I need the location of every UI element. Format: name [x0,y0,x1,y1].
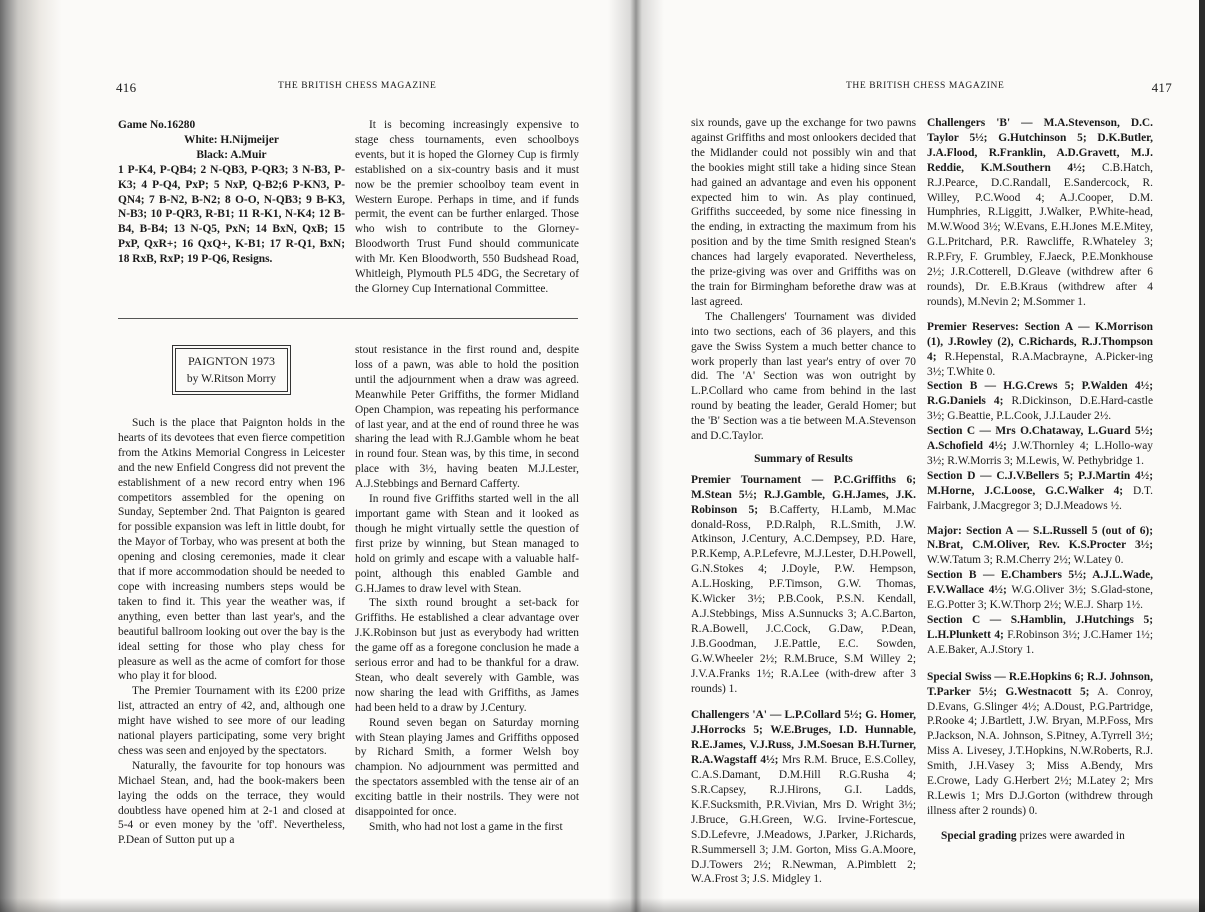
premier-reserves-c: Section C — Mrs O.Chataway, L.Guard 5½; A.Schofield 4½; J.W.Thornley 4; L.Hollo-way 3½; R.W.Morris 3; M.Lewis, W. Pethybridge 1. [927,425,1154,467]
premier-reserves-b: Section B — H.G.Crews 5; P.Walden 4½; R.G.Daniels 4; R.Dickinson, D.E.Hard-castle 3½; G.Beattie, P.L.Cook, J.J.Lauder 2½. [927,380,1153,423]
section-divider [118,318,578,319]
premier-reserves-d: Section D — C.J.V.Bellers 5; P.J.Martin 4½; M.Horne, J.C.Loose, G.C.Walker 4; D.T. Fairbank, J.Macgregor 3; D.J.Meadows ½. [927,469,1153,512]
article-byline: by W.Ritson Morry [186,373,277,385]
game-title: Game No.16280 [118,119,196,131]
page-number: 417 [1151,80,1172,95]
paragraph: six rounds, gave up the exchange for two pawns against Griffiths and most onlookers decided that the Midlander could not possibly win and that the bookies might still take a hiding since Stean had gained an advantage and even his opponent expected him to win. As play continued, Griffiths succeeded, by some nice finessing in the ending, in extracting the maximum from his position and by the time Smith resigned Stean's chances had largely evaporated. Nevertheless, the prize-giving was over and Griffiths was on the train for Birmingham beforethe draw was at last agreed. [691,117,916,308]
magazine-title: THE BRITISH CHESS MAGAZINE [846,81,1005,91]
paragraph: Naturally, the favourite for top honours was Michael Stean, and, had the book-makers been laying the odds on the terrace, they would doubtless have opened him at 2-1 and closed at 5-4 or even money by the 'off'. Nevertheless, P.Dean of Sutton put up a [118,759,345,847]
glorney-cup-paragraph [355,118,579,297]
article-column-2 [355,343,579,835]
premier-results: Premier Tournament — P.C.Griffiths 6; M.Stean 5½; R.J.Gamble, G.H.James, J.K. Robinson 5; B.Cafferty, H.Lamb, M.Mac donald-Ross, P.D.Ralph, R.L.Smith, J.W. Atkinson, J.Century, A.C.Dempsey, P.D. Hare, P.R.Kemp, A.P.Lefevre, M.J.Lester, D.H.Powell, G.N.Stokes 4; J.Doyle, P.W. Hempson, A.L.Hosking, P.F.Timson, G.W. Thomas, K.Wicker 3½; P.B.Cook, P.S.N. Kendall, A.J.Stebbings, Miss A.Sunnucks 3; A.C.Barton, R.A.Bowell, J.C.Cock, G.Daw, P.Dean, J.B.Goodman, J.E.Pattle, E.C. Sowden, G.W.Wheeler 2½; R.M.Bruce, S.M Willey 2; J.V.A.Franks 1½; R.A.Lee (with-drew after 3 rounds) 1. [691,473,916,695]
paragraph: The Challengers' Tournament was divided into two sections, each of 36 players, and this gave the Swiss System a much better chance to work properly than last year's entry of over 70 did. The 'A' Section was won outright by L.P.Collard who came from behind in the last round by beating the leader, Gerald Homer; but the 'B' Section was a tie between M.A.Stevenson and D.C.Taylor. [691,310,916,443]
article-title-box [172,345,291,395]
paragraph: It is becoming increasingly expensive to stage chess tournaments, even schoolboys events, but it is hoped the Glorney Cup is firmly established on a six-country basis and it must now be the premier schoolboy team event in Western Europe. Perhaps in time, and if funds permit, the event can be further enlarged. Those who wish to contribute to the Glorney-Bloodworth Trust Fund should communicate with Mr. Ken Bloodworth, 550 Budshead Road, Whitleigh, Plymouth PL5 4DG, the Secretary of the Glorney Cup International Committee. [355,119,579,295]
book-gutter [608,0,664,912]
magazine-title: THE BRITISH CHESS MAGAZINE [278,81,437,91]
special-grading-para: Special grading prizes were awarded in [941,829,1125,842]
results-column-2 [927,116,1153,844]
right-page [636,0,1205,912]
results-column-1 [691,116,916,887]
challengers-a-results: Challengers 'A' — L.P.Collard 5½; G. Homer, J.Horrocks 5; W.E.Bruges, I.D. Hunnable, R.E.James, V.J.Russ, J.M.Soesan B.H.Turner, R.A.Wagstaff 4½; Mrs R.M. Bruce, E.S.Colley, C.A.S.Damant, D.M.Hill R.G.Rusha 4; S.R.Capsey, R.J.Hirons, G.I. Ladds, K.F.Sucksmith, P.R.Vivian, Mrs D. Wright 3½; J.Bruce, G.H.Green, W.G. Irvine-Fortescue, S.D.Lefevre, J.Meadows, J.Parker, J.Richards, R.Summersell 3; J.M. Gorton, Miss G.A.Moore, D.J.Towers 2½; R.Newman, A.Pimblett 2; W.A.Frost 3; J.S. Midgley 1. [691,709,917,886]
page-edge [1199,0,1205,912]
major-a-results: Major: Section A — S.L.Russell 5 (out of 6); N.Brat, C.M.Oliver, Rev. K.S.Procter 3½; W.W.Tatum 3; R.M.Cherry 2½; W.Latey 0. [927,524,1153,567]
summary-heading: Summary of Results [754,452,853,465]
page-number: 416 [116,80,137,95]
challengers-b-results: Challengers 'B' — M.A.Stevenson, D.C. Taylor 5½; G.Hutchinson 5; D.K.Butler, J.A.Flood, R.Franklin, A.D.Gravett, M.J. Reddie, K.M.Southern 4½; C.B.Hatch, R.J.Pearce, D.C.Randall, E.Sandercock, R. Willey, P.C.Wood 4; A.J.Cooper, D.M. Humphries, R.Liggitt, J.Walker, P.White-head, M.W.Wood 3½; W.Evans, E.H.Jones M.E.Mitey, G.L.Pritchard, P.R. Rawcliffe, R.Whateley 3; R.P.Fry, F. Grumbley, F.Jaeck, P.E.Monkhouse 2½; J.R.Cotterell, D.Gleave (withdrew after 6 rounds), Dr. E.B.Kraus (withdrew after 4 rounds), M.Nevin 2; M.Sommer 1. [927,117,1153,308]
bottom-shadow [0,898,1205,912]
game-moves: 1 P-K4, P-QB4; 2 N-QB3, P-QR3; 3 N-B3, P-K3; 4 P-Q4, PxP; 5 NxP, Q-B2;6 P-KN3, P-QN4; 7 B-N2, B-N2; 8 O-O, N-QB3; 9 B-K3, N-B3; 10 P-QR3, R-B1; 11 R-K1, N-K4; 12 B-B4, B-B4; 13 N-Q5, PxN; 14 BxN, QxB; 15 PxP, QxR+; 16 QxQ+, K-B1; 17 R-Q1, BxN; 18 RxB, RxP; 19 P-Q6, Resigns. [118,163,345,266]
paragraph: stout resistance in the first round and, despite loss of a pawn, was able to hold the position until the adjournment when a draw was agreed. Meanwhile Peter Griffiths, the former Midland Open Champion, was repeating his performance of last year, and at the end of round three he was sharing the lead with R.J.Gamble whom he beat in round four. Stean was, by this time, in second place with 3½, having beaten M.J.Lester, A.J.Stebbings and Bernard Cafferty. [355,344,579,491]
paragraph: Round seven began on Saturday morning with Stean playing James and Griffiths opposed by Richard Smith, a former Welsh boy champion. No adjournment was permitted and the spectators assembled with the tense air of an exciting battle in their nostrils. They were not disappointed for once. [355,716,579,819]
black-player: Black: A.Muir [196,148,267,161]
paragraph: Smith, who had not lost a game in the first [369,821,563,833]
paragraph: The Premier Tournament with its £200 prize list, attracted an entry of 42, and, although one might have wished to see more of our leading national players participating, some very bright chess was seen and enjoyed by the spectators. [118,685,345,757]
paragraph: In round five Griffiths started well in the all important game with Stean and it looked as though he might virtually settle the question of first prize by winning, but Stean managed to hold on grimly and escape with a valuable half-point, although this enabled Gamble and G.H.James to draw level with Stean. [355,493,579,595]
white-player: White: H.Nijmeijer [184,133,279,146]
paragraph: Such is the place that Paignton holds in the hearts of its devotees that even fierce competition from the Atkins Memorial Congress in Leicester and the new Enfield Congress did not prevent the establishment of a new record entry when 196 competitors assembled for the opening on Sunday, September 2nd. That Paignton is geared for possible expansion was left in little doubt, for the Mayor of Torbay, who was present at both the opening and closing ceremonies, made it clear that if more accommodation should be needed to cope with increasing numbers steps would be taken to find it. This year the weather was, if anything, even better than last year's, and the beautiful ballroom looking out over the bay is the ideal setting for those who play chess for pleasure as well as the acme of comfort for those who play it for blood. [118,417,345,683]
game-score [118,118,345,267]
major-b-results: Section B — E.Chambers 5½; A.J.L.Wade, F.V.Wallace 4½; W.G.Oliver 3½; S.Glad-stone, E.G.Potter 3; K.W.Thorp 2½; W.E.J. Sharp 1½. [927,569,1153,612]
special-swiss-results: Special Swiss — R.E.Hopkins 6; R.J. Johnson, T.Parker 5½; G.Westnacott 5; A. Conroy, D.Evans, G.Slinger 4½; A.Doust, P.G.Partridge, P.Rooke 4; J.Bartlett, J.W. Bryan, M.P.Foss, Mrs P.Jackson, N.A. Johnson, S.Pitney, A.Tyrrell 3½; Miss A. Livesey, J.T.Hopkins, N.W.Roberts, R.J. Smith, J.H.Vasey 3; Miss A.Bendy, Mrs E.Crowe, Lady G.Herbert 2½; M.Latey 2; Mrs R.Lewis 1; Mrs D.J.Gorton (withdrew through illness after 2 rounds) 0. [927,670,1153,817]
premier-reserves-a: Premier Reserves: Section A — K.Morrison (1), J.Rowley (2), C.Richards, R.J.Thompson 4; R.Hepenstal, R.A.Macbrayne, A.Picker-ing 3½; T.White 0. [927,320,1153,378]
major-c-results: Section C — S.Hamblin, J.Hutchings 5; L.H.Plunkett 4; F.Robinson 3½; J.C.Hamer 1½; A.E.Baker, A.J.Story 1. [927,614,1153,656]
page-edge-shadow [0,0,62,912]
paragraph: The sixth round brought a set-back for Griffiths. He established a clear advantage over J.K.Robinson but just as everybody had written the game off as a foregone conclusion he made a serious error and had to be thankful for a draw. Stean, who dealt severely with Gamble, was now sharing the lead with Griffiths, as James had been held to a draw by J.Century. [355,597,579,714]
article-title: PAIGNTON 1973 [187,354,275,368]
article-column-1 [118,416,345,848]
